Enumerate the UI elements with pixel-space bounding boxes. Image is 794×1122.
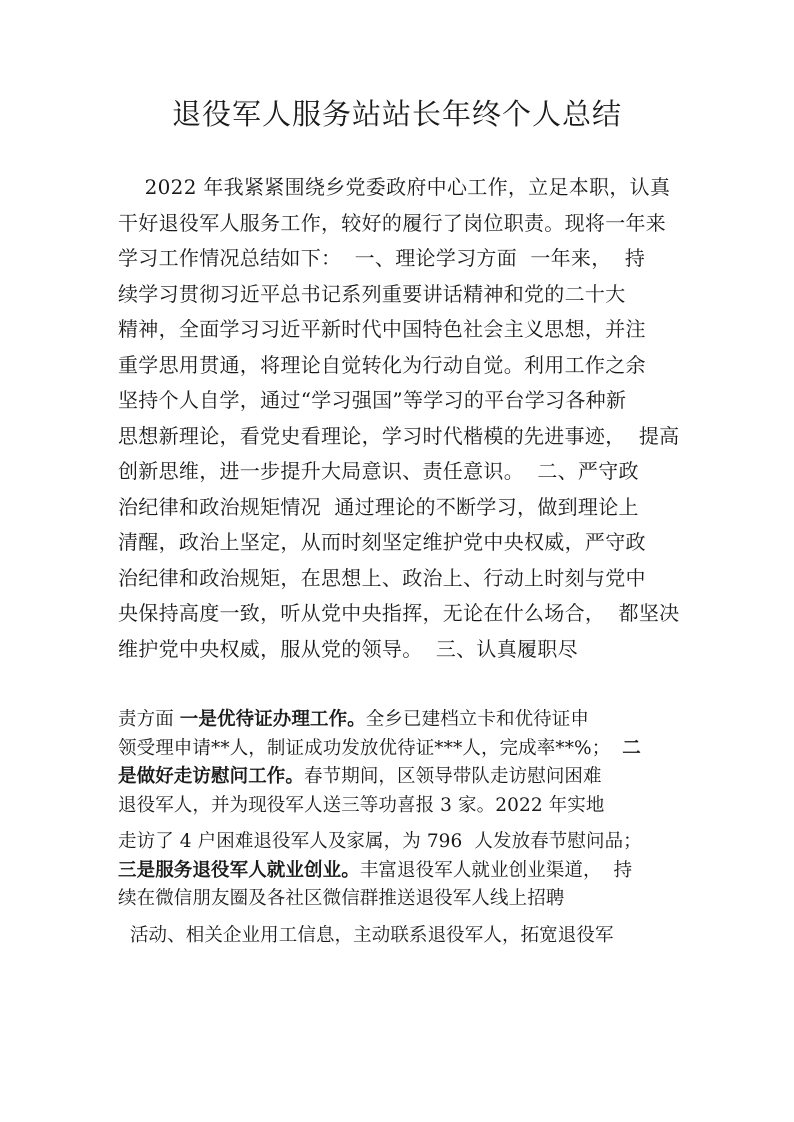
text-line: 2022 年我紧紧围绕乡党委政府中心工作，立足本职，认真: [118, 175, 671, 199]
text-line: 活动、相关企业用工信息，主动联系退役军人，拓宽退役军: [118, 924, 614, 946]
text-line: 坚持个人自学，通过“学习强国”等学习的平台学习各种新: [118, 388, 627, 412]
text-line: 创新思维，进一步提升大局意识、责任意识。 二、严守政: [118, 459, 639, 483]
text-line: 思想新理论，看党史看理论，学习时代楷模的先进事迹， 提高: [118, 423, 680, 448]
text-run: 春节期间，区领导带队走访慰问困难: [304, 766, 602, 787]
text-line: 清醒，政治上坚定，从而时刻坚定维护党中央权威，严守政: [118, 530, 646, 554]
bold-heading: 二: [622, 737, 641, 759]
paragraph-intro: [118, 170, 678, 667]
text-line: 退役军人，并为现役军人送三等功喜报 3 家。2022 年实地: [118, 794, 605, 816]
text-line: 治纪律和政治规矩情况 通过理论的不断学习，做到理论上: [118, 494, 639, 519]
text-line: [118, 735, 686, 764]
text-line: [118, 706, 686, 735]
line-gap: [118, 820, 686, 828]
text-run: 责方面: [118, 709, 180, 730]
document-title: 退役军人服务站站长年终个人总结: [171, 97, 622, 131]
text-line: [118, 763, 686, 792]
text-line: 央保持高度一致，听从党中央指挥，无论在什么场合， 都坚决: [118, 601, 680, 625]
text-line: 续学习贯彻习近平总书记系列重要讲话精神和党的二十大: [118, 281, 626, 306]
line-gap: [118, 914, 686, 922]
text-line: [118, 857, 686, 886]
bold-heading: 一是优待证办理工作。: [179, 709, 366, 730]
text-line: 维护党中央权威，服从党的领导。 三、认真履职尽: [118, 636, 578, 661]
bold-heading: 三是服务退役军人就业创业。: [118, 859, 360, 881]
text-run: 全乡已建档立卡和优待证申: [365, 709, 589, 730]
text-line: 续在微信朋友圈及各社区微信群推送退役军人线上招聘: [118, 888, 565, 909]
text-line: 治纪律和政治规矩，在思想上、政治上、行动上时刻与党中: [118, 565, 646, 590]
text-run: 领受理申请**人，制证成功发放优待证***人，完成率**%；: [118, 737, 623, 759]
bold-heading: 是做好走访慰问工作。: [118, 766, 305, 787]
text-line: 干好退役军人服务工作，较好的履行了岗位职责。现将一年来: [118, 210, 667, 235]
text-line: 精神，全面学习习近平新时代中国特色社会主义思想，并注: [118, 317, 646, 341]
text-line: 学习工作情况总结如下： 一、理论学习方面 一年来， 持: [118, 246, 646, 270]
paragraph-duties: [118, 706, 686, 950]
text-line: 走访了 4 户困难退役军人及家属，为 796 人发放春节慰问品；: [118, 831, 642, 852]
text-line: 重学思用贯通，将理论自觉转化为行动自觉。利用工作之余: [118, 352, 646, 377]
text-run: 丰富退役军人就业创业渠道， 持: [359, 859, 633, 881]
